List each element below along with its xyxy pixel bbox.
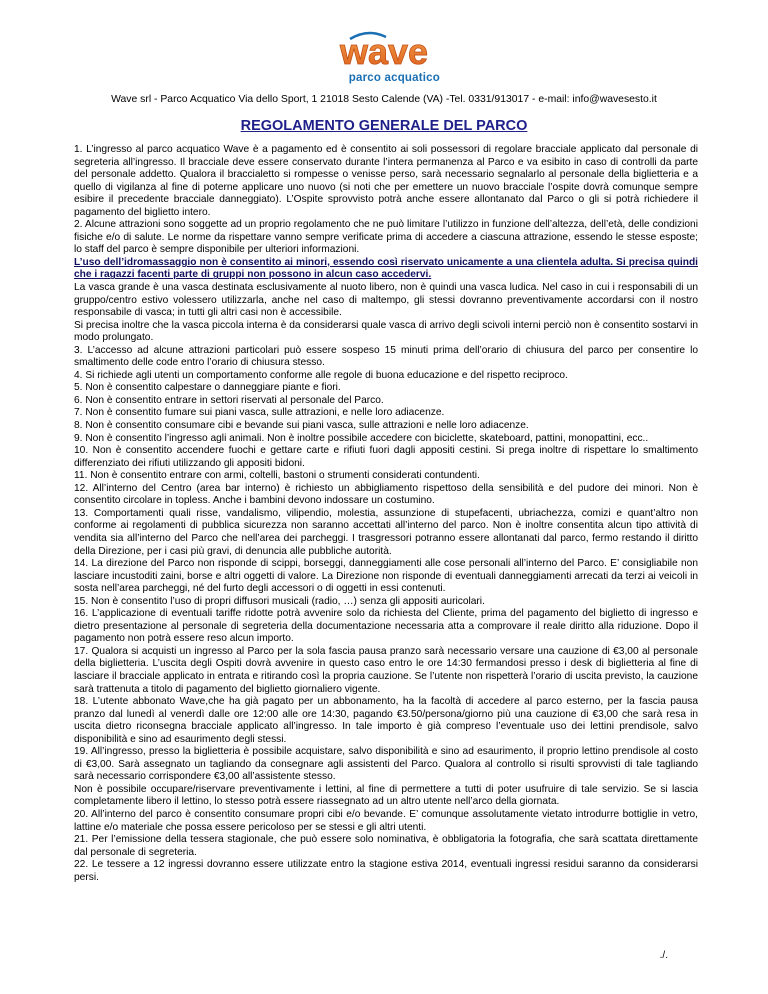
rule-paragraph: 6. Non è consentito entrare in settori riservati al personale del Parco. [74,394,384,406]
wave-logo-wordmark [328,30,440,74]
rule-paragraph: La vasca grande è una vasca destinata esclusivamente al nuoto libero, non è quindi una vasca ludica. Nel caso in cui i responsabili di un gruppo/centro estivo volessero utilizzarla, anche nel caso di maltempo, gli stessi dovranno preventivamente accordarsi con il nostro responsabile di vasca; in tutti gli altri casi non è accessibile. [74,282,698,319]
rule-paragraph: 21. Per l’emissione della tessera stagionale, che può essere solo nominativa, è obbligatoria la fotografia, che sarà scattata direttamente dal personale di segreteria. [74,834,698,858]
rule-paragraph: 20. All’interno del parco è consentito consumare propri cibi e/o bevande. E’ comunque assolutamente vietato introdurre bottiglie in vetro, lattine e/o materiale che possa essere pericoloso per se stessi e gli altri utenti. [74,808,698,833]
rule-paragraph: 17. Qualora si acquisti un ingresso al Parco per la sola fascia pausa pranzo sarà necessario versare una cauzione di €3,00 al personale della biglietteria. L’uscita degli Ospiti dovrà avvenire in questo caso entro le ore 14:30 fermandosi presso i desk di biglietteria al fine di lasciare il bracciale applicato in entrata e ritirando così la propria cauzione. Se l’utente non rispetterà l’orario di uscita previsto, la cauzione sarà trattenuta a titolo di pagamento del biglietto giornaliero vigente. [74,645,698,695]
rule-paragraph: 22. Le tessere a 12 ingressi dovranno essere utilizzate entro la stagione estiva 2014, eventuali ingressi residui saranno da considerarsi persi. [74,859,698,883]
rule-paragraph: 1. L’ingresso al parco acquatico Wave è a pagamento ed è consentito ai soli possessori di regolare bracciale applicato dal personale di segreteria all’ingresso. Il bracciale deve essere conservato durante l’intera permanenza al Parco e va esibito in caso di controlli da parte del personale addetto. Qualora il braccialetto si rompesse o venisse perso, sarà necessario segnalarlo al personale della biglietteria e a quello di vigilanza al fine di poterne applicare uno nuovo (si noti che per emettere un nuovo bracciale l’ospite dovrà comunque sempre esibire il precedente bracciale danneggiato). L’Ospite sprovvisto potrà anche essere allontanato dal Parco o gli si potrà richiedere il pagamento del biglietto intero. [74,144,698,218]
rule-paragraph: Non è possibile occupare/riservare preventivamente i lettini, al fine di permettere a tutti di poter usufruire di tale servizio. Se si lascia completamente libero il lettino, lo stesso potrà essere riassegnato ad un altro utente nell’arco della giornata. [74,783,698,808]
page-continuation-mark: ./. [659,950,668,961]
wave-logo [328,30,440,84]
rule-paragraph: 7. Non è consentito fumare sui piani vasca, sulle attrazioni, e nelle loro adiacenze. [74,407,445,419]
rule-paragraph: 9. Non è consentito l’ingresso agli animali. Non è inoltre possibile accedere con biciclette, skateboard, pattini, monopattini, ecc.. [74,432,649,444]
logo-subtitle: parco acquatico [348,72,440,84]
rule-paragraph: 2. Alcune attrazioni sono soggette ad un proprio regolamento che ne può limitare l’utilizzo in funzione dell’altezza, dell’età, delle condizioni fisiche e/o di salute. Le norme da rispettare vanno sempre verificate prima di accedere a ciascuna attrazione, essendo le stesse esposte; lo staff del parco è sempre disponibile per ulteriori informazioni. [74,219,698,256]
rule-paragraph: 5. Non è consentito calpestare o danneggiare piante e fiori. [74,382,341,394]
rule-paragraph: 10. Non è consentito accendere fuochi e gettare carte e rifiuti fuori dagli appositi cestini. Si prega inoltre di rispettare lo smaltimento differenziato dei rifiuti utilizzando gli appositi bidoni. [74,445,698,469]
rule-paragraph: 11. Non è consentito entrare con armi, coltelli, bastoni o strumenti considerati contundenti. [74,470,480,482]
contact-line: Wave srl - Parco Acquatico Via dello Sport, 1 21018 Sesto Calende (VA) -Tel. 0331/913017 - e-mail: info@wavesesto.it [111,94,657,105]
rule-paragraph: 16. L’applicazione di eventuali tariffe ridotte potrà avvenire solo da richiesta del Cliente, prima del pagamento del biglietto di ingresso e dietro presentazione al personale di segreteria della documentazione necessaria atta a comprovare il reale diritto alla riduzione. Dopo il pagamento non potrà essere reso alcun importo. [74,608,698,645]
rule-paragraph-highlight: L’uso dell’idromassaggio non è consentito ai minori, essendo così riservato unicamente a una clientela adulta. Si precisa quindi che i ragazzi facenti parte di gruppi non possono in alcun caso accedervi. [74,256,698,281]
rule-paragraph: 13. Comportamenti quali risse, vandalismo, vilipendio, molestia, assunzione di stupefacenti, ubriachezza, comizi e quant’altro non conforme ai regolamenti di pubblica sicurezza non saranno accettati all’interno del parco. Non è inoltre consentita alcun tipo attività di vendita sia all’interno del Parco che nell’area dei parcheggi. I trasgressori potranno essere allontanati dal parco, fermo restando il diritto della Direzione, per i casi più gravi, di denuncia alle pubbliche autorità. [74,507,698,557]
page-title: REGOLAMENTO GENERALE DEL PARCO [240,118,528,134]
rule-paragraph: 18. L’utente abbonato Wave,che ha già pagato per un abbonamento, ha la facoltà di accedere al parco esterno, per la fascia pausa pranzo dal lunedì al venerdì dalle ore 12:00 alle ore 14:30, pagando €3.50/persona/giorno più una cauzione di €3,00 che sarà resa in uscita dietro riconsegna bracciale applicato all’ingresso. In tale importo è già compreso l’eventuale uso dei lettini prendisole, salvo disponibilità e sino ad esaurimento degli stessi. [74,696,698,745]
rule-paragraph: 14. La direzione del Parco non risponde di scippi, borseggi, danneggiamenti alle cose personali all’interno del Parco. E’ consigliabile non lasciare incustoditi zaini, borse e altri oggetti di valore. La Direzione non risponde di eventuali danneggiamenti arrecati da terzi ai veicoli in sosta nell’area parcheggi, né del furto degli accessori o di oggetti in essi contenuti. [74,558,698,595]
rule-paragraph: 15. Non è consentito l’uso di propri diffusori musicali (radio, …) senza gli appositi auricolari. [74,595,485,607]
rule-paragraph: Si precisa inoltre che la vasca piccola interna è da considerarsi quale vasca di arrivo degli scivoli interni perciò non è consentito sostarvi in modo prolungato. [74,319,698,344]
rule-paragraph: 12. All’interno del Centro (area bar interno) è richiesto un abbigliamento rispettoso della sensibilità e del pudore dei minori. Non è consentito circolare in topless. Anche i bambini devono indossare un costumino. [74,482,698,507]
logo-word: wave [339,31,429,72]
rule-paragraph: 19. All’ingresso, presso la biglietteria è possibile acquistare, salvo disponibilità e sino ad esaurimento, il proprio lettino prendisole al costo di €3,00. Sarà assegnato un tagliando da consegnare agli assistenti del Parco. Qualora al controllo si risulti sprovvisti di tale tagliando sarà necessario corrispondere €3,00 all’assistente stesso. [74,746,698,783]
rule-paragraph: 3. L’accesso ad alcune attrazioni particolari può essere sospeso 15 minuti prima dell’orario di chiusura del parco per consentire lo smaltimento delle code entro l’orario di chiusura stesso. [74,344,698,369]
rule-paragraph: 4. Si richiede agli utenti un comportamento conforme alle regole di buona educazione e del rispetto reciproco. [74,369,568,381]
rule-paragraph: 8. Non è consentito consumare cibi e bevande sui piani vasca, sulle attrazioni e nelle loro adiacenze. [74,420,529,432]
rules-body [74,144,698,884]
